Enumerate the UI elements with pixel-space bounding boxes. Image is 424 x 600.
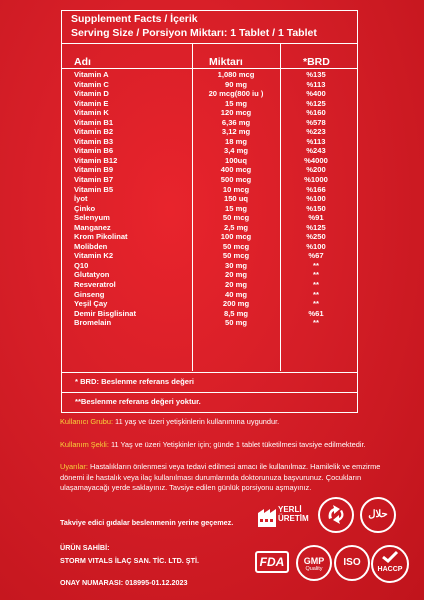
table-row: Vitamin B1 6,36 mg %578 xyxy=(74,117,326,127)
column-header-amount: Miktarı xyxy=(209,56,243,68)
column-header-rda: *BRD xyxy=(303,56,330,68)
table-row: Resveratrol 20 mg ** xyxy=(74,280,319,290)
table-row: Vitamin B9 400 mcg %200 xyxy=(74,165,326,175)
table-row: Demir Bisglisinat 8,5 mg %61 xyxy=(74,308,324,318)
usage-label: Kullanım Şekli: xyxy=(60,440,109,449)
local-production-logo: YERLİ ÜRETİM xyxy=(256,501,312,529)
table-row: Q10 30 mg ** xyxy=(74,260,319,270)
divider xyxy=(62,372,357,373)
rda-note: * BRD: Beslenme referans değeri xyxy=(75,377,195,386)
check-icon xyxy=(373,547,406,565)
table-row: Vitamin B6 3,4 mg %243 xyxy=(74,146,326,156)
recycle-icon xyxy=(318,497,354,533)
user-group-label: Kullanıcı Grubu: xyxy=(60,417,113,426)
table-row: Ginseng 40 mg ** xyxy=(74,289,319,299)
table-row: Bromelain 50 mg ** xyxy=(74,318,319,328)
table-row: Vitamin B7 500 mcg %1000 xyxy=(74,175,328,185)
column-header-name: Adı xyxy=(74,56,91,68)
table-row: Manganez 2,5 mg %125 xyxy=(74,222,326,232)
divider xyxy=(62,68,357,69)
nutrient-table xyxy=(62,70,357,328)
supplement-note: Takviye edici gıdalar beslenmenin yerine geçemez. xyxy=(60,518,234,527)
approval-number: ONAY NUMARASI: 018995-01.12.2023 xyxy=(60,578,188,587)
table-row: Vitamin C 90 mg %113 xyxy=(74,79,326,89)
warnings-paragraph xyxy=(60,462,390,494)
table-row: Molibden 50 mcg %100 xyxy=(74,241,326,251)
no-rda-note: **Beslenme referans değeri yoktur. xyxy=(75,397,201,406)
usage-text: 11 Yaş ve üzeri Yetişkinler için; günde 1 tablet tüketilmesi tavsiye edilmektedir. xyxy=(108,440,366,449)
user-group-text: 11 yaş ve üzeri yetişkinlerin kullanımına uygundur. xyxy=(113,417,280,426)
table-row: Vitamin B12 100uq %4000 xyxy=(74,155,328,165)
table-row: Vitamin E 15 mg %125 xyxy=(74,98,326,108)
table-row: Çinko 15 mg %150 xyxy=(74,203,326,213)
fda-logo: FDA xyxy=(253,545,293,587)
table-row: Vitamin B3 18 mg %113 xyxy=(74,136,326,146)
table-row: Vitamin B5 10 mcg %166 xyxy=(74,184,326,194)
warnings-label: Uyarılar: xyxy=(60,462,88,471)
iso-logo: ISO xyxy=(334,545,370,581)
table-row: Vitamin K 120 mcg %160 xyxy=(74,108,326,118)
table-row: Vitamin D 20 mcg(800 iu ) %400 xyxy=(74,89,326,99)
haccp-logo: HACCP xyxy=(371,545,409,583)
halal-logo: حلال xyxy=(360,497,396,533)
divider xyxy=(62,392,357,393)
table-row: Vitamin B2 3,12 mg %223 xyxy=(74,127,326,137)
table-row: Selenyum 50 mcg %91 xyxy=(74,213,324,223)
facts-title: Supplement Facts / İçerik xyxy=(71,13,198,25)
owner-name: STORM VITALS İLAÇ SAN. TİC. LTD. ŞTİ. xyxy=(60,556,199,565)
table-row: Vitamin A 1,080 mcg %135 xyxy=(74,70,326,79)
serving-size: Serving Size / Porsiyon Miktarı: 1 Tablet / 1 Tablet xyxy=(71,27,317,39)
usage-line xyxy=(60,440,390,451)
table-row: Vitamin K2 50 mcg %67 xyxy=(74,251,324,261)
owner-title: ÜRÜN SAHİBİ: xyxy=(60,543,110,552)
divider xyxy=(62,43,357,44)
warnings-text: Hastalıkların önlenmesi veya tedavi edilmesi amacı ile kullanılmaz. Hamilelik ve emzirme dönemi ile hastalık veya ilaç kullanılması durumlarında doktorunuza başvurunuz. Çocukların ulaşamayacağı yerde saklayınız. Tavsiye edilen günlük porsiyonu aşmayınız. xyxy=(60,462,381,493)
user-group-line xyxy=(60,417,390,428)
table-row: Krom Pikolinat 100 mcg %250 xyxy=(74,232,326,242)
gmp-logo: GMP Quality xyxy=(296,545,332,581)
table-row: Yeşil Çay 200 mg ** xyxy=(74,299,319,309)
table-row: Glutatyon 20 mg ** xyxy=(74,270,319,280)
table-row: İyot 150 uq %100 xyxy=(74,194,326,204)
